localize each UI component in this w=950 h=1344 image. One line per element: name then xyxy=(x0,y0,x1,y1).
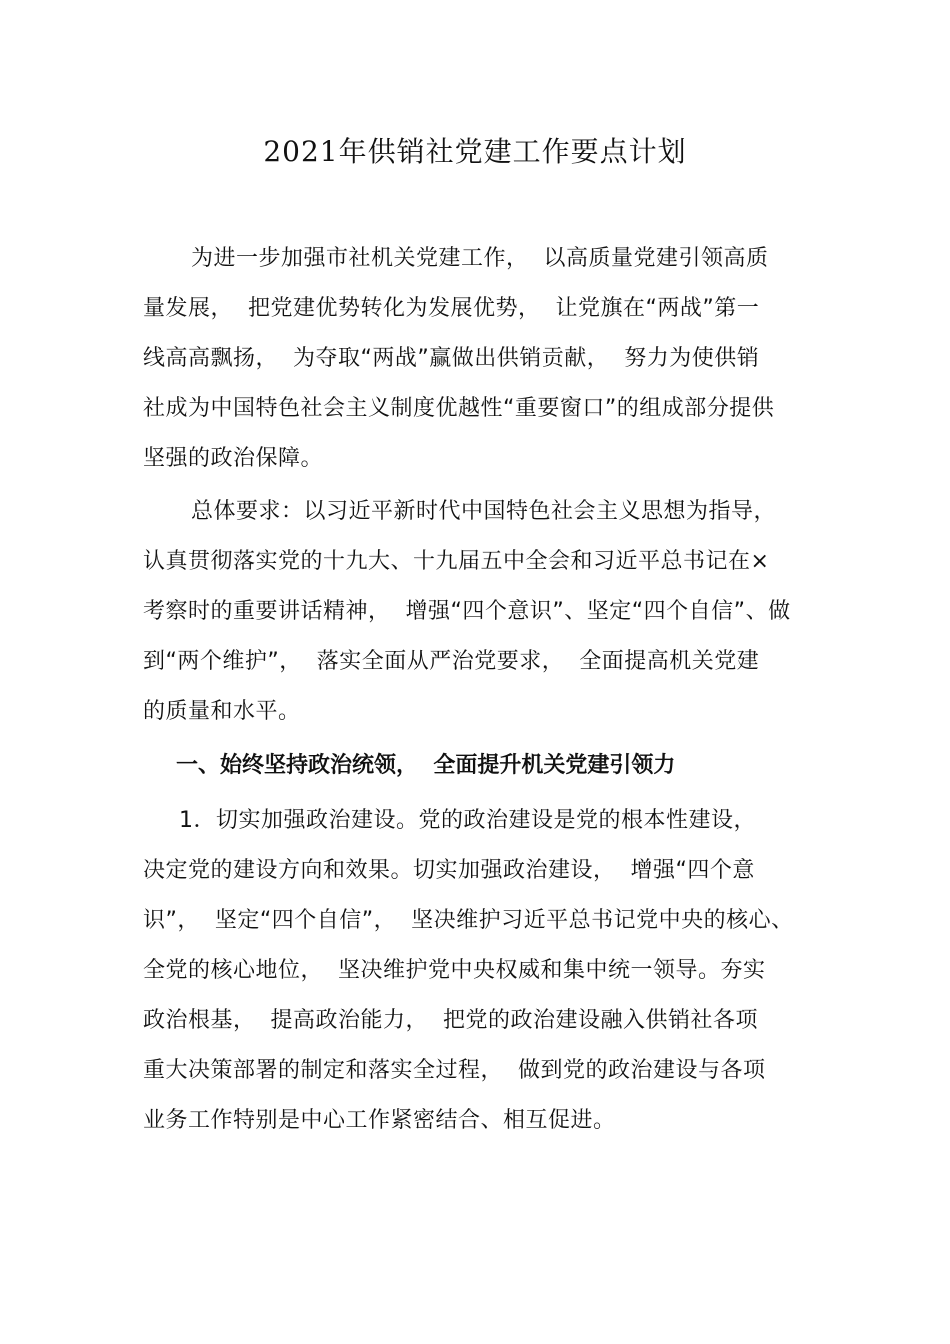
paragraph-line: 重大决策部署的制定和落实全过程， 做到党的政治建设与各项 xyxy=(143,1058,766,1083)
paragraph-line: 量发展， 把党建优势转化为发展优势， 让党旗在“两战”第一 xyxy=(143,296,760,321)
paragraph-line: 决定党的建设方向和效果。切实加强政治建设， 增强“四个意 xyxy=(143,858,755,883)
paragraph-line: 业务工作特别是中心工作紧密结合、相互促进。 xyxy=(143,1108,616,1133)
paragraph-line: 政治根基， 提高政治能力， 把党的政治建设融入供销社各项 xyxy=(143,1008,758,1033)
paragraph-line: 社成为中国特色社会主义制度优越性“重要窗口”的组成部分提供 xyxy=(143,396,775,421)
paragraph-line: 识”， 坚定“四个自信”， 坚决维护习近平总书记党中央的核心、 xyxy=(143,908,794,933)
paragraph-line: 线高高飘扬， 为夺取“两战”赢做出供销贡献， 努力为使供销 xyxy=(143,346,760,371)
paragraph-general-requirements xyxy=(143,487,813,737)
paragraph-line: 考察时的重要讲话精神， 增强“四个意识”、坚定“四个自信”、做 xyxy=(143,599,791,624)
paragraph-line: 到“两个维护”， 落实全面从严治党要求， 全面提高机关党建 xyxy=(143,649,760,674)
document-title: 2021年供销社党建工作要点计划 xyxy=(263,135,687,168)
paragraph-line: 总体要求：以习近平新时代中国特色社会主义思想为指导， xyxy=(191,499,777,524)
paragraph-line: 的质量和水平。 xyxy=(143,699,301,724)
paragraph-line: 1．切实加强政治建设。党的政治建设是党的根本性建设， xyxy=(179,808,756,833)
paragraph-line: 为进一步加强市社机关党建工作， 以高质量党建引领高质 xyxy=(191,246,769,271)
paragraph-line: 坚强的政治保障。 xyxy=(143,446,324,471)
paragraph-line: 全党的核心地位， 坚决维护党中央权威和集中统一领导。夯实 xyxy=(143,958,766,983)
paragraph-line: 认真贯彻落实党的十九大、十九届五中全会和习近平总书记在× xyxy=(143,549,770,574)
section-heading-1 xyxy=(143,740,813,792)
paragraph-intro xyxy=(143,234,813,484)
paragraph-political-construction xyxy=(143,796,813,1146)
section-heading: 一、始终坚持政治统领， 全面提升机关党建引领力 xyxy=(176,753,676,778)
